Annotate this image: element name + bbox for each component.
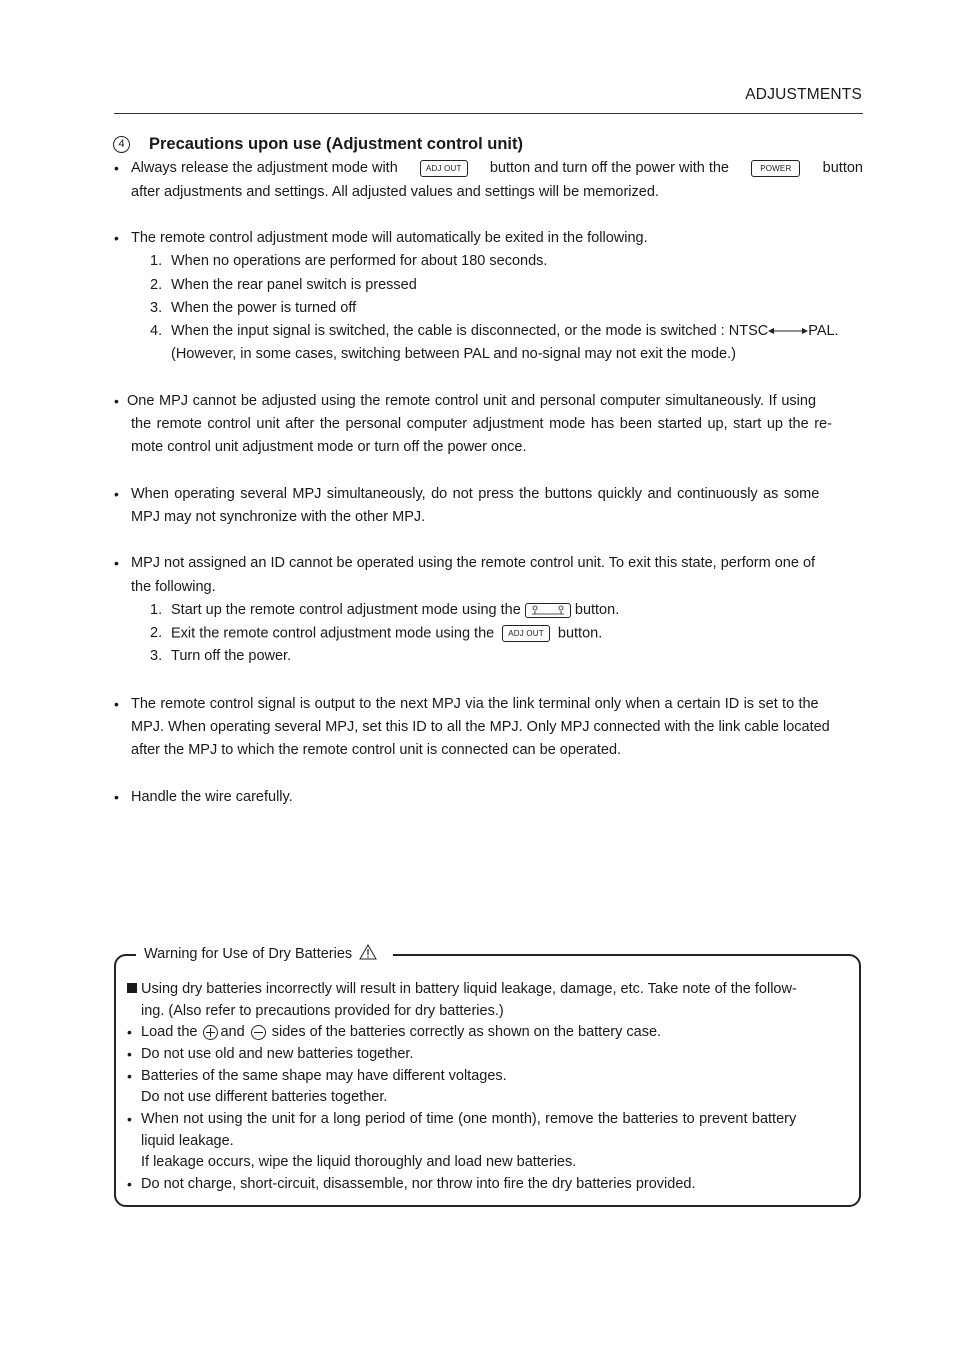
bullet: • <box>127 1111 132 1127</box>
list-item <box>150 300 356 316</box>
warning-item-polarity <box>141 1024 661 1040</box>
p1-line1 <box>131 160 863 177</box>
item-text: When no operations are performed for about 180 seconds. <box>171 253 548 269</box>
warning-text: Using dry batteries incorrectly will result in battery liquid leakage, damage, etc. Take note of the follow- <box>141 981 797 997</box>
p6-line3: after the MPJ to which the remote control unit is connected can be operated. <box>131 742 622 758</box>
list-item <box>150 253 547 269</box>
item-text: When the power is turned off <box>171 300 357 316</box>
item-number: 3. <box>150 648 163 664</box>
warning-text: sides of the batteries correctly as shown on the battery case. <box>271 1024 662 1040</box>
item-number: 4. <box>150 323 163 339</box>
warning-text: and <box>220 1024 245 1040</box>
p5-line2: the following. <box>131 579 216 595</box>
p1-text-c: button <box>822 160 863 176</box>
p3-text: One MPJ cannot be adjusted using the remote control unit and personal computer simultaneously. If using <box>127 393 817 409</box>
bullet: • <box>127 1068 132 1084</box>
item4-note: (However, in some cases, switching between PAL and no-signal may not exit the mode.) <box>171 346 736 362</box>
header-rule <box>114 113 863 114</box>
p1-line2: after adjustments and settings. All adjusted values and settings will be memorized. <box>131 184 659 200</box>
power-button-icon: POWER <box>751 160 800 177</box>
item-text-end: button. <box>557 625 603 642</box>
p3-line2: the remote control unit after the personal computer adjustment mode has been started up, start up the re- <box>131 416 832 432</box>
item-text-end: PAL. <box>808 323 839 339</box>
bullet: • <box>114 696 119 712</box>
bullet: • <box>114 230 119 246</box>
warning-item: Do not use old and new batteries together. <box>141 1046 414 1062</box>
minus-circle-icon <box>251 1025 266 1040</box>
adjust-mode-button-icon <box>525 603 571 618</box>
p3-line3: mote control unit adjustment mode or turn off the power once. <box>131 439 527 455</box>
plus-circle-icon <box>203 1025 218 1040</box>
list-item <box>150 277 417 293</box>
item-number: 1. <box>150 253 163 269</box>
item-text: Start up the remote control adjustment mode using the <box>171 602 521 618</box>
list-item <box>150 625 602 642</box>
item-number: 3. <box>150 300 163 316</box>
list-item <box>150 323 839 339</box>
p6-line1: The remote control signal is output to the next MPJ via the link terminal only when a certain ID is set to the <box>131 696 819 712</box>
p7-line1: Handle the wire carefully. <box>131 789 293 805</box>
bullet: • <box>127 1024 132 1040</box>
warning-title-text: Warning for Use of Dry Batteries <box>144 946 353 962</box>
square-bullet-icon <box>127 983 137 993</box>
bullet: • <box>127 1176 132 1192</box>
item-text: Turn off the power. <box>171 648 292 664</box>
item-number: 2. <box>150 625 163 642</box>
warning-text: Load the <box>141 1024 198 1040</box>
p1-text-a: Always release the adjustment mode with <box>131 160 398 176</box>
bullet: • <box>114 486 119 502</box>
bullet: • <box>114 555 119 571</box>
warning-item-cont: If leakage occurs, wipe the liquid thoroughly and load new batteries. <box>141 1154 577 1170</box>
p4-line2: MPJ may not synchronize with the other MPJ. <box>131 509 426 525</box>
item-text: When the input signal is switched, the cable is disconnected, or the mode is switched : NTSC <box>171 323 769 339</box>
item-text-end: button. <box>574 602 620 618</box>
warning-item: Do not charge, short-circuit, disassemble, nor throw into fire the dry batteries provided. <box>141 1176 696 1192</box>
list-item <box>150 602 619 618</box>
section-title: Precautions upon use (Adjustment control unit) <box>149 135 524 153</box>
warning-item-cont: liquid leakage. <box>141 1133 234 1149</box>
p1-text-b: button and turn off the power with the <box>489 160 729 176</box>
bullet: • <box>114 393 119 409</box>
page-header-section: ADJUSTMENTS <box>745 86 862 103</box>
warning-item-cont: Do not use different batteries together. <box>141 1089 388 1105</box>
warning-item: When not using the unit for a long period of time (one month), remove the batteries to prevent battery <box>141 1111 797 1127</box>
p5-line1: MPJ not assigned an ID cannot be operated using the remote control unit. To exit this state, perform one of <box>131 555 816 571</box>
list-item <box>150 648 291 664</box>
adj-out-button-icon: ADJ OUT <box>420 160 468 177</box>
item-text: Exit the remote control adjustment mode using the <box>171 625 495 642</box>
p4-line1: When operating several MPJ simultaneously, do not press the buttons quickly and continuously as some <box>131 486 820 502</box>
bullet: • <box>127 1046 132 1062</box>
section-number: 4 <box>113 136 130 153</box>
caution-triangle-icon <box>359 944 377 960</box>
item-text: When the rear panel switch is pressed <box>171 277 417 293</box>
double-arrow-icon <box>768 326 808 336</box>
bullet: • <box>114 160 119 176</box>
p6-line2: MPJ. When operating several MPJ, set this ID to all the MPJ. Only MPJ connected with the link cable located <box>131 719 830 735</box>
item-number: 1. <box>150 602 163 618</box>
p2-intro: The remote control adjustment mode will automatically be exited in the following. <box>131 230 648 246</box>
warning-item: Batteries of the same shape may have different voltages. <box>141 1068 507 1084</box>
warning-lead-line1 <box>127 981 797 997</box>
warning-title <box>136 944 393 962</box>
warning-lead-line2: ing. (Also refer to precautions provided for dry batteries.) <box>141 1003 504 1019</box>
adj-out-button-icon: ADJ OUT <box>502 625 550 642</box>
item-number: 2. <box>150 277 163 293</box>
p3-line1 <box>127 393 863 409</box>
bullet: • <box>114 789 119 805</box>
